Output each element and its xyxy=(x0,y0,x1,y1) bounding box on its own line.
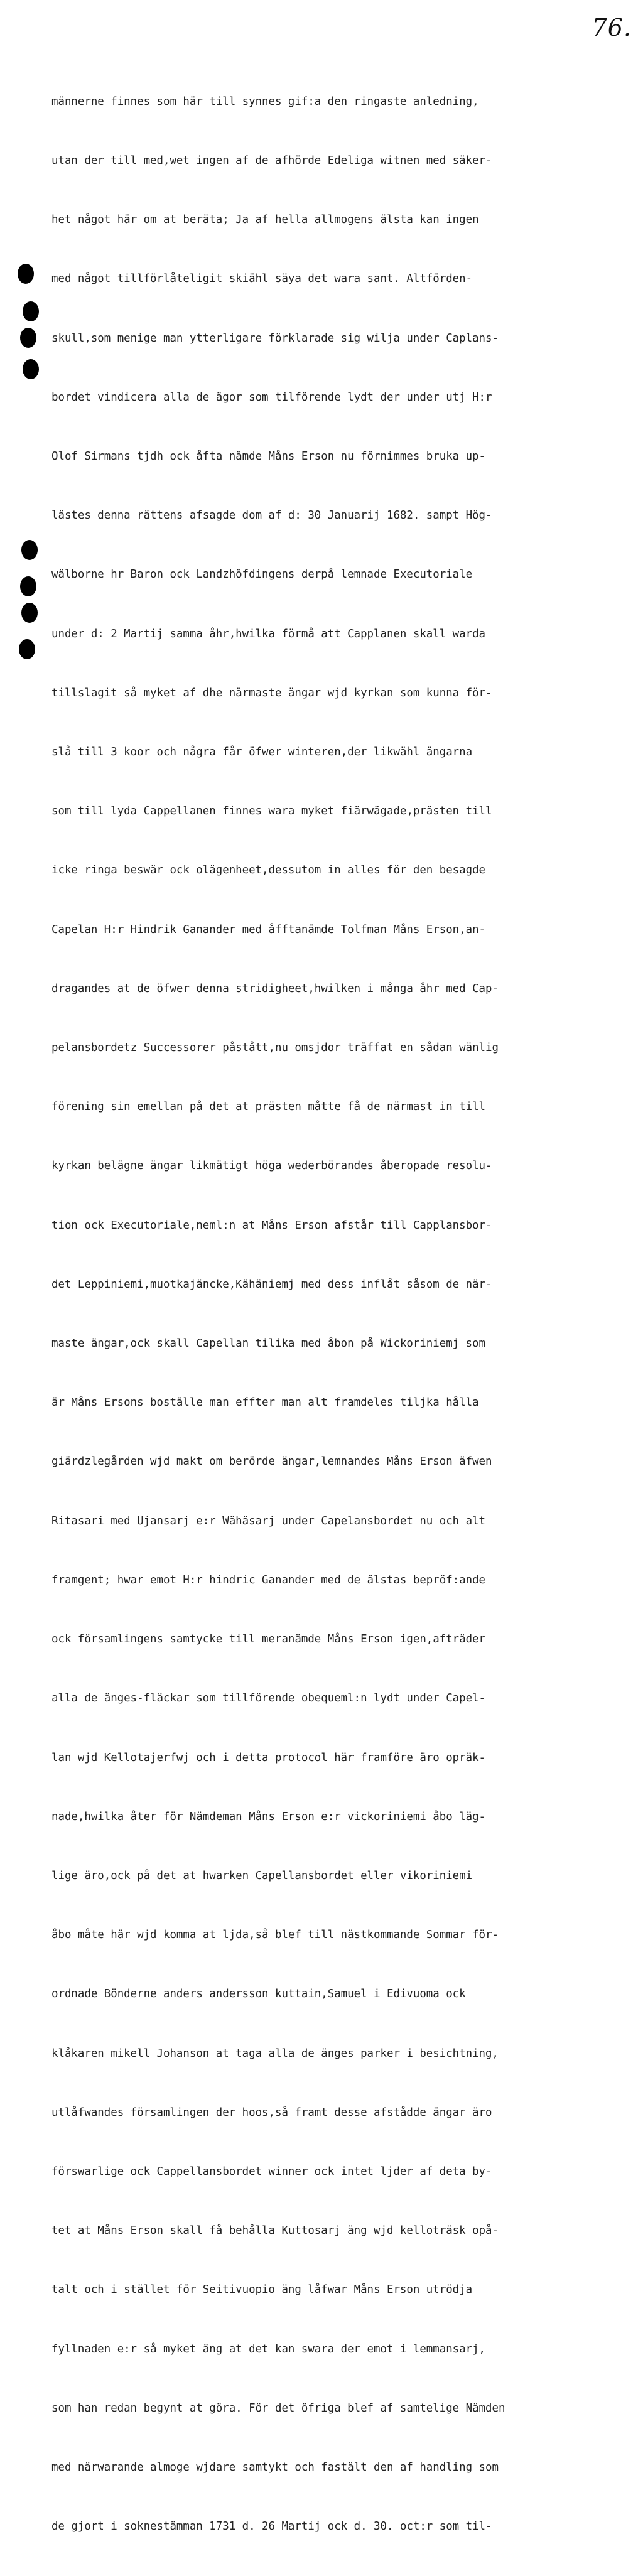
text-line: förswarlige ock Cappellansbordet winner ock intet ljder af deta by- xyxy=(51,2165,492,2178)
text-line: kyrkan belägne ängar likmätigt höga wederbörandes åberopade resolu- xyxy=(51,1160,492,1173)
text-line: männerne finnes som här till synnes gif:a den ringaste anledning, xyxy=(51,95,479,108)
punch-hole-5 xyxy=(21,540,38,560)
text-line: het något här om at beräta; Ja af hella allmogens älsta kan ingen xyxy=(51,213,479,227)
text-line: lige äro,ock på det at hwarken Capellansbordet eller vikoriniemi xyxy=(51,1869,473,1882)
text-line: är Måns Ersons boställe man effter man alt framdeles tiljka hålla xyxy=(51,1396,479,1409)
punch-hole-2 xyxy=(23,301,39,321)
text-line: det Leppiniemi,muotkajäncke,Kähäniemj med dess inflåt såsom de när- xyxy=(51,1278,492,1291)
punch-hole-7 xyxy=(21,603,38,623)
text-line: klåkaren mikell Johanson at taga alla de änges parker i besichtning, xyxy=(51,2047,499,2060)
text-line: med något tillförlåteligit skiähl säya det wara sant. Altförden- xyxy=(51,272,473,286)
text-line: tillslagit så myket af dhe närmaste ängar wjd kyrkan som kunna för- xyxy=(51,686,492,699)
punch-hole-1 xyxy=(18,264,34,284)
text-line: wälborne hr Baron ock Landzhöfdingens derpå lemnade Executoriale xyxy=(51,568,473,581)
text-line: de gjort i soknestämman 1731 d. 26 Martij ock d. 30. oct:r som til- xyxy=(51,2520,492,2533)
body-text xyxy=(51,53,617,2576)
text-line: talt och i stället för Seitivuopio äng låfwar Måns Erson utrödja xyxy=(51,2283,473,2297)
text-line: giärdzlegården wjd makt om berörde ängar,lemnandes Måns Erson äfwen xyxy=(51,1455,492,1469)
text-line: lästes denna rättens afsagde dom af d: 30 Januarij 1682. sampt Hög- xyxy=(51,509,492,522)
text-line: Capelan H:r Hindrik Ganander med åfftanämde Tolfman Måns Erson,an- xyxy=(51,923,486,936)
text-line: icke ringa beswär ock olägenheet,dessutom in alles för den besagde xyxy=(51,864,486,877)
punch-hole-6 xyxy=(20,576,36,596)
punch-hole-4 xyxy=(23,359,39,379)
text-line: utan der till med,wet ingen af de afhörde Edeliga witnen med säker- xyxy=(51,154,492,168)
text-line: utlåfwandes församlingen der hoos,så framt desse afstådde ängar äro xyxy=(51,2106,492,2119)
text-line: alla de änges-fläckar som tillförende obequeml:n lydt under Capel- xyxy=(51,1692,486,1705)
text-line: slå till 3 koor och några får öfwer winteren,der likwähl ängarna xyxy=(51,746,473,759)
text-line: ordnade Bönderne anders andersson kuttain,Samuel i Edivuoma ock xyxy=(51,1988,466,2001)
text-line: som han redan begynt at göra. För det öfriga blef af samtelige Nämden xyxy=(51,2401,505,2415)
text-line: maste ängar,ock skall Capellan tilika med åbon på Wickoriniemj som xyxy=(51,1337,486,1350)
text-line: fyllnaden e:r så myket äng at det kan swara der emot i lemmansarj, xyxy=(51,2342,486,2356)
text-line: framgent; hwar emot H:r hindric Ganander med de älstas bepröf:ande xyxy=(51,1573,486,1587)
punch-hole-8 xyxy=(19,639,35,659)
page-number: 76. xyxy=(592,14,632,41)
text-line: åbo måte här wjd komma at ljda,så blef till nästkommande Sommar för- xyxy=(51,1929,499,1942)
text-line: ock församlingens samtycke till meranämde Måns Erson igen,afträder xyxy=(51,1633,486,1646)
text-line: förening sin emellan på det at prästen måtte få de närmast in till xyxy=(51,1101,486,1114)
text-line: bordet vindicera alla de ägor som tilförende lydt der under utj H:r xyxy=(51,391,492,404)
text-line: nade,hwilka åter för Nämdeman Måns Erson e:r vickoriniemi åbo läg- xyxy=(51,1810,486,1823)
text-line: som till lyda Cappellanen finnes wara myket fiärwägade,prästen till xyxy=(51,805,492,818)
text-line: pelansbordetz Successorer påstått,nu omsjdor träffat en sådan wänlig xyxy=(51,1042,499,1055)
text-line: tet at Måns Erson skall få behålla Kuttosarj äng wjd kelloträsk opå- xyxy=(51,2224,499,2238)
punch-hole-3 xyxy=(20,328,36,348)
text-line: lan wjd Kellotajerfwj och i detta protocol här framföre äro opräk- xyxy=(51,1751,486,1764)
text-line: tion ock Executoriale,neml:n at Måns Erson afstår till Capplansbor- xyxy=(51,1219,492,1232)
text-line: dragandes at de öfwer denna stridigheet,hwilken i många åhr med Cap- xyxy=(51,982,499,995)
text-line: Olof Sirmans tjdh ock åfta nämde Måns Erson nu förnimmes bruka up- xyxy=(51,450,486,463)
text-line: skull,som menige man ytterligare förklarade sig wilja under Caplans- xyxy=(51,331,499,345)
text-line: under d: 2 Martij samma åhr,hwilka förmå att Capplanen skall warda xyxy=(51,627,486,640)
text-line: Ritasari med Ujansarj e:r Wähäsarj under Capelansbordet nu och alt xyxy=(51,1514,486,1528)
text-line: med närwarande almoge wjdare samtykt och fastält den af handling som xyxy=(51,2460,499,2474)
